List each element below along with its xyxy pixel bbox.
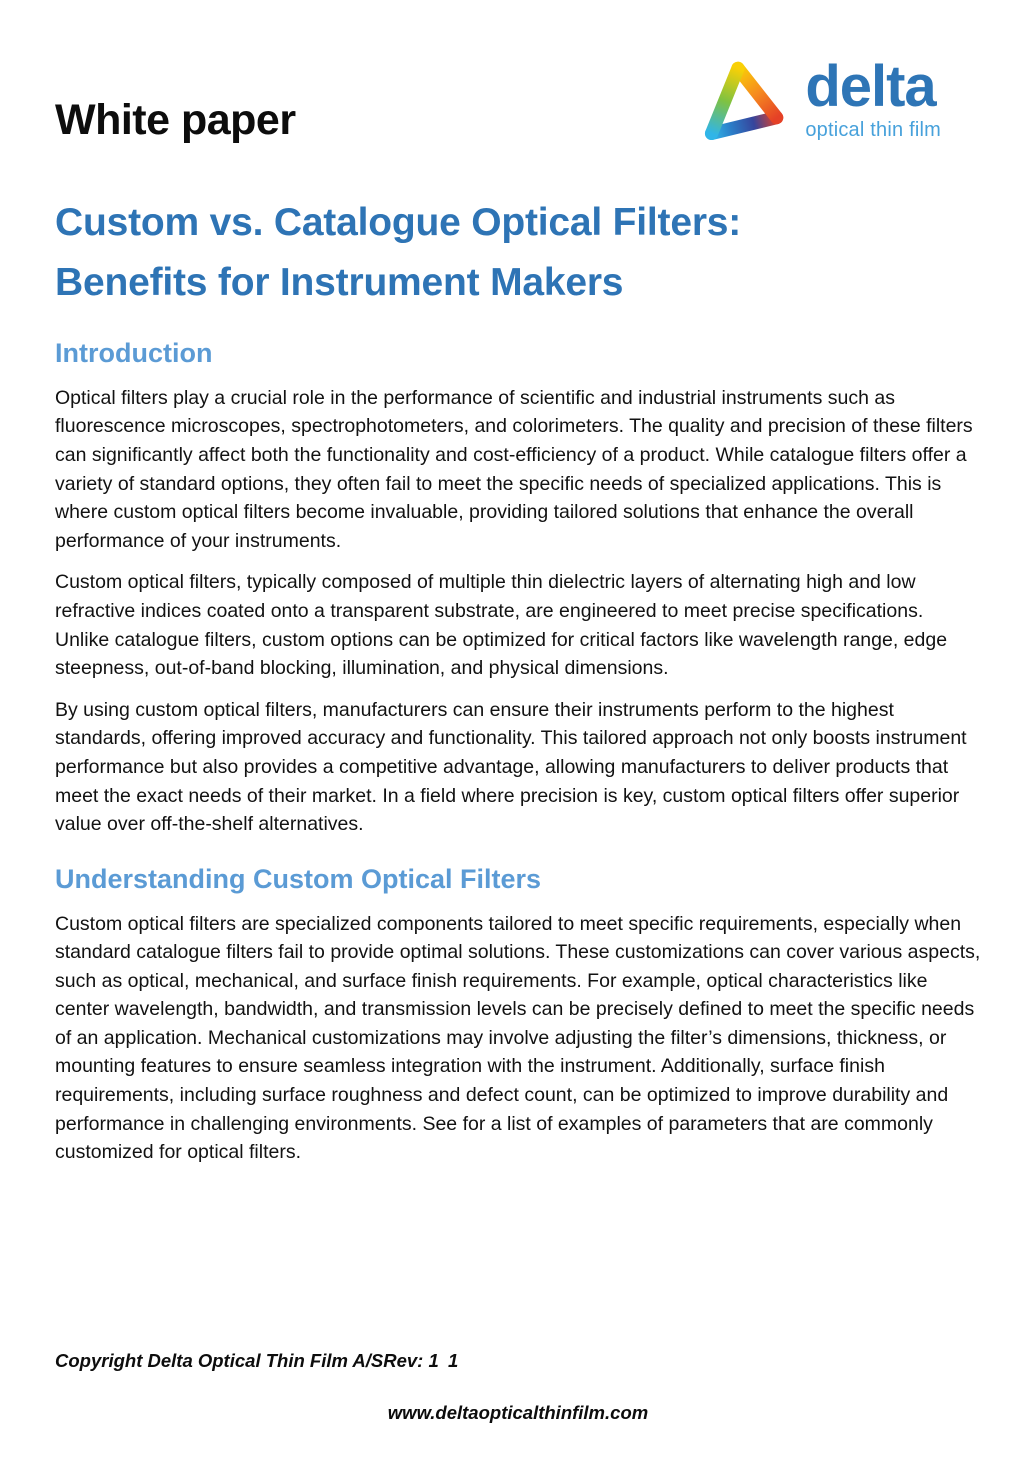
logo-tagline: optical thin film: [805, 119, 941, 141]
section-heading-introduction: Introduction: [55, 338, 213, 369]
footer-website-link[interactable]: www.deltaopticalthinfilm.com: [387, 1402, 649, 1423]
paragraph: Custom optical filters are specialized components tailored to meet specific requirements, especially when standard catalogue filters fail to provide optimal solutions. These customizations can cover various aspects, such as optical, mechanical, and surface finish requirements. For example, optical characteristics like center wavelength, bandwidth, and transmission levels can be precisely defined to meet the specific needs of an application. Mechanical customizations may involve adjusting the filter’s dimensions, thickness, or mounting features to ensure seamless integration with the instrument. Additionally, surface finish requirements, including surface roughness and defect count, can be optimized to improve durability and performance in challenging environments. See for a list of examples of parameters that are commonly customized for optical filters.: [55, 912, 981, 1164]
delta-triangle-icon: [701, 52, 789, 148]
whitepaper-kicker: White paper: [55, 96, 296, 144]
document-title: [55, 193, 981, 313]
document-title-line1: Custom vs. Catalogue Optical Filters:: [55, 201, 742, 244]
logo-wordmark: [805, 54, 941, 148]
paragraph: Optical filters play a crucial role in the performance of scientific and industrial instruments such as fluorescence microscopes, spectrophotometers, and colorimeters. The quality and precision of these filters can significantly affect both the functionality and cost-efficiency of a product. While catalogue filters offer a variety of standard options, they often fail to meet the specific needs of specialized applications. This is where custom optical filters become invaluable, providing tailored solutions that enhance the overall performance of your instruments.: [55, 386, 973, 552]
logo-brand-name: delta: [805, 54, 936, 119]
document-title-line2: Benefits for Instrument Makers: [55, 261, 624, 305]
delta-logo: [701, 52, 941, 148]
page-header: [55, 52, 981, 160]
paragraph: Custom optical filters, typically composed of multiple thin dielectric layers of alternating high and low refractive indices coated onto a transparent substrate, are engineered to meet precise specifications. Unlike catalogue filters, custom options can be optimized for critical factors like wavelength range, edge steepness, out-of-band blocking, illumination, and physical dimensions.: [55, 571, 948, 680]
section-heading-understanding-custom-optical-filters: Understanding Custom Optical Filters: [55, 863, 542, 894]
paragraph: By using custom optical filters, manufacturers can ensure their instruments perform to the highest standards, offering improved accuracy and functionality. This tailored approach not only boosts instrument performance but also provides a competitive advantage, allowing manufacturers to deliver products that meet the exact needs of their market. In a field where precision is key, custom optical filters offer superior value over off-the-shelf alternatives.: [55, 698, 967, 836]
footer-copyright: Copyright Delta Optical Thin Film A/SRev: 1: [55, 1350, 439, 1371]
footer-page-number: 1: [448, 1350, 459, 1371]
